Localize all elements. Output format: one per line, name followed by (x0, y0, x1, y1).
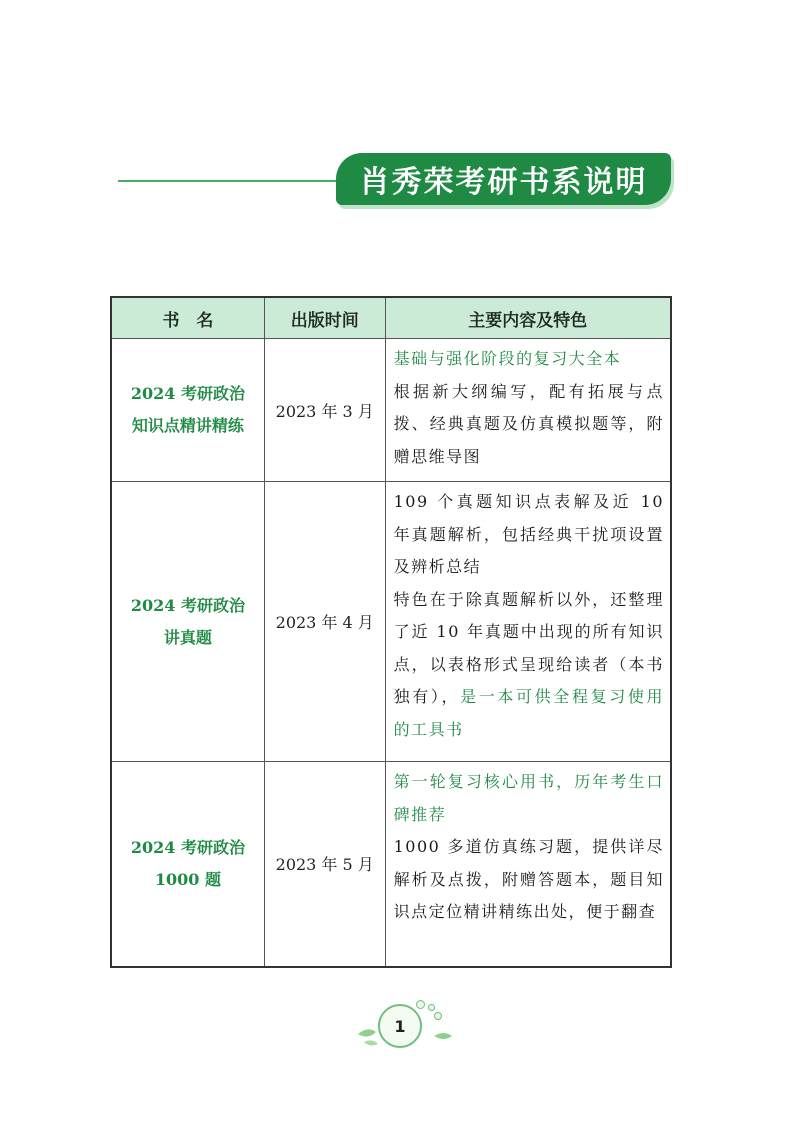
leaf-icon (364, 1040, 378, 1045)
book-name-line: 讲真题 (163, 627, 212, 647)
book-name-line: 2024 考研政治 (130, 384, 245, 403)
table-header-row (111, 297, 671, 339)
desc-paragraph: 1000 多道仿真练习题，提供详尽解析及点拨，附赠答题本，题目知识点定位精讲精练出处，便于翻查 (393, 837, 664, 921)
desc-paragraph (394, 584, 664, 747)
publish-date: 2023 年 3 月 (264, 339, 385, 482)
header-date: 出版时间 (264, 297, 385, 339)
desc-paragraph: 根据新大纲编写，配有拓展与点拨、经典真题及仿真模拟题等，附赠思维导图 (393, 381, 664, 466)
title-rule (118, 180, 343, 182)
publish-date: 2023 年 4 月 (264, 482, 385, 762)
desc-paragraph: 109 个真题知识点表解及近 10 年真题解析，包括经典干扰项设置及辨析总结 (393, 492, 664, 576)
desc-text: 特色在于除真题解析以外，还整理了近 10 年真题中出现的所有知识点，以表格形式呈现给读者（本书独有）， (393, 589, 664, 706)
page-number: 1 (378, 1004, 422, 1048)
header-name: 书 名 (111, 297, 264, 339)
book-description (385, 339, 671, 482)
book-name-line: 知识点精讲精练 (131, 416, 244, 435)
book-description (385, 762, 671, 967)
bubble-decoration (428, 1004, 435, 1011)
leaf-icon (434, 1033, 452, 1039)
table-row (111, 762, 671, 967)
title-banner (336, 153, 671, 205)
bubble-decoration (416, 1000, 425, 1009)
publish-date: 2023 年 5 月 (264, 762, 385, 967)
bubble-decoration (434, 1012, 442, 1020)
book-name-line: 2024 考研政治 (130, 595, 245, 615)
header-desc: 主要内容及特色 (385, 297, 671, 339)
book-table (110, 296, 672, 968)
desc-text-highlight: 是一本可供全程复习使用的工具书 (393, 687, 664, 739)
book-name-cell (111, 762, 264, 967)
book-name-line: 2024 考研政治 (130, 837, 245, 857)
book-name-line: 1000 题 (154, 869, 221, 889)
book-name-cell (111, 339, 264, 482)
table-row (111, 482, 671, 762)
table-row (111, 339, 671, 482)
desc-paragraph: 第一轮复习核心用书，历年考生口碑推荐 (393, 772, 664, 824)
leaf-icon (358, 1029, 376, 1036)
desc-paragraph: 基础与强化阶段的复习大全本 (393, 349, 622, 368)
book-description (385, 482, 671, 762)
book-name-cell (111, 482, 264, 762)
page-title: 肖秀荣考研书系说明 (359, 165, 648, 200)
